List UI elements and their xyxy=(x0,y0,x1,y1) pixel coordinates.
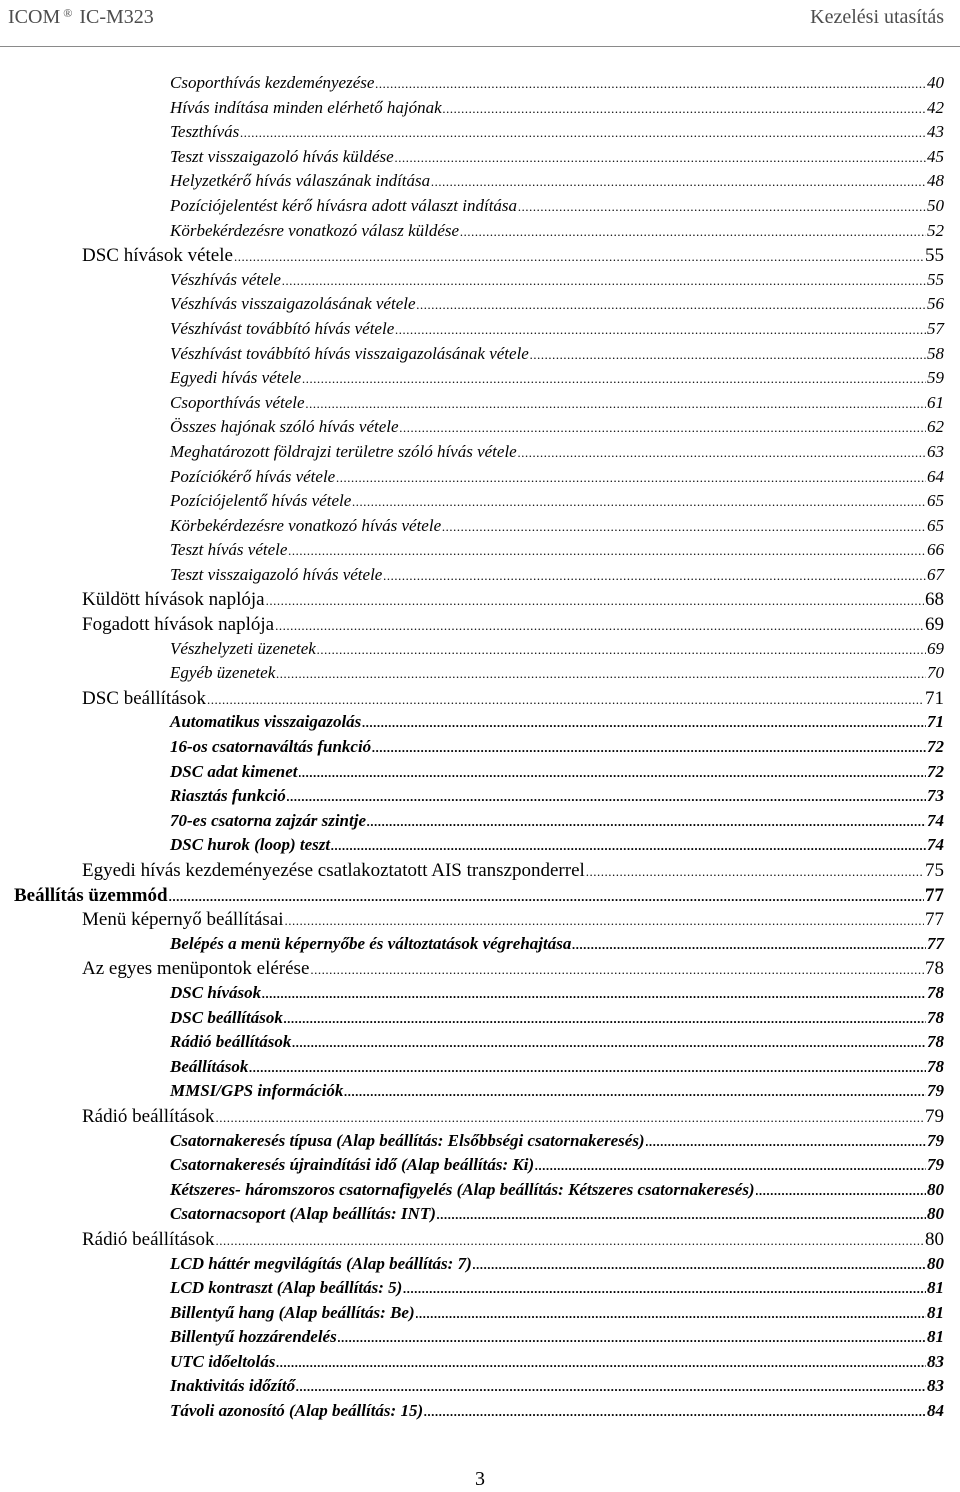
toc-entry-page: 79 xyxy=(927,1155,944,1175)
registered-mark: ® xyxy=(63,6,73,20)
toc-entry-page: 80 xyxy=(927,1253,944,1273)
toc-entry-page: 45 xyxy=(927,146,944,166)
toc-entry-page: 55 xyxy=(927,269,944,289)
toc-entry-page: 78 xyxy=(925,958,944,980)
brand-name: ICOM xyxy=(8,6,61,28)
dot-leader xyxy=(169,889,924,905)
toc-entry-title: Vészhívást továbbító hívás visszaigazolásának vétele xyxy=(170,343,529,363)
toc-entry-title: LCD kontraszt (Alap beállítás: 5) xyxy=(170,1278,403,1298)
toc-entry-page: 74 xyxy=(927,810,944,830)
toc-entry[interactable] xyxy=(0,467,960,492)
document-title: Kezelési utasítás xyxy=(810,6,944,28)
toc-entry-title: Billentyű hozzárendelés xyxy=(170,1327,337,1347)
dot-leader xyxy=(367,814,926,830)
toc-entry-page: 65 xyxy=(927,515,944,535)
toc-entry-title: Rádió beállítások xyxy=(82,1228,215,1250)
toc-entry-title: DSC beállítások xyxy=(82,687,207,709)
toc-entry-title: Körbekérdezésre vonatkozó válasz küldése xyxy=(170,220,460,240)
toc-entry-title: Vészhívás visszaigazolásának vétele xyxy=(170,294,416,314)
toc-entry[interactable] xyxy=(0,688,960,713)
toc-entry-page: 78 xyxy=(927,1032,944,1052)
toc-entry-title: DSC beállítások xyxy=(170,1007,283,1027)
toc-entry-title: Egyedi hívás kezdeményezése csatlakoztatott AIS transzponderrel xyxy=(82,860,585,881)
dot-leader xyxy=(417,297,926,313)
toc-entry[interactable] xyxy=(0,73,960,98)
toc-entry-title: 70-es csatorna zajzár szintje xyxy=(170,810,366,830)
dot-leader xyxy=(400,420,926,436)
toc-entry-page: 69 xyxy=(927,638,944,658)
toc-entry-title: Egyéb üzenetek xyxy=(170,663,276,683)
toc-entry-page: 69 xyxy=(925,614,944,636)
toc-entry-page: 68 xyxy=(925,589,944,611)
dot-leader xyxy=(287,789,926,805)
toc-entry[interactable] xyxy=(0,934,960,959)
toc-entry[interactable] xyxy=(0,294,960,319)
toc-entry-title: Beállítás üzemmód xyxy=(14,884,168,906)
toc-entry-title: UTC időeltolás xyxy=(170,1351,276,1371)
dot-leader xyxy=(372,740,926,756)
toc-entry-title: Csoporthívás kezdeményezése xyxy=(170,73,375,92)
header-divider xyxy=(0,46,960,47)
toc-entry-title: Rádió beállítások xyxy=(82,1105,215,1127)
toc-entry-page: 80 xyxy=(925,1228,944,1250)
toc-entry-title: Meghatározott földrajzi területre szóló hívás vétele xyxy=(170,441,517,461)
dot-leader xyxy=(262,986,926,1002)
toc-entry-title: 16-os csatornaváltás funkció xyxy=(170,737,372,757)
toc-entry-title: Kétszeres- háromszoros csatornafigyelés (Alap beállítás: Kétszeres csatornakeresés) xyxy=(170,1179,755,1199)
toc-entry-page: 70 xyxy=(927,663,944,683)
toc-entry-title: Teszt visszaigazoló hívás küldése xyxy=(170,146,394,166)
toc-entry-title: Teszt visszaigazoló hívás vétele xyxy=(170,564,383,584)
toc-entry[interactable] xyxy=(0,1254,960,1279)
toc-entry-page: 80 xyxy=(927,1179,944,1199)
toc-entry-page: 64 xyxy=(927,466,944,486)
toc-entry-title: Vészhívást továbbító hívás vétele xyxy=(170,318,395,338)
toc-entry[interactable] xyxy=(0,196,960,221)
toc-entry[interactable] xyxy=(0,368,960,393)
toc-entry-page: 77 xyxy=(927,933,944,953)
toc-entry[interactable] xyxy=(0,835,960,860)
toc-entry[interactable] xyxy=(0,393,960,418)
dot-leader xyxy=(375,76,926,92)
dot-leader xyxy=(234,249,924,265)
toc-entry-title: Hívás indítása minden elérhető hajónak xyxy=(170,97,442,117)
toc-entry-title: DSC hívások vétele xyxy=(82,245,233,267)
toc-entry-title: Csatornakeresés típusa (Alap beállítás: Elsőbbségi csatornakeresés) xyxy=(170,1130,645,1150)
toc-entry[interactable] xyxy=(0,245,960,270)
toc-entry[interactable] xyxy=(0,417,960,442)
toc-entry-page: 81 xyxy=(927,1302,944,1322)
toc-entry[interactable] xyxy=(0,762,960,787)
toc-entry[interactable] xyxy=(0,614,960,639)
dot-leader xyxy=(292,1035,926,1051)
toc-entry-title: Csoporthívás vétele xyxy=(170,392,305,412)
toc-entry-page: 78 xyxy=(927,1056,944,1076)
toc-entry-page: 78 xyxy=(927,1007,944,1027)
toc-entry-title: Összes hajónak szóló hívás vétele xyxy=(170,417,399,437)
toc-entry[interactable] xyxy=(0,171,960,196)
toc-entry-page: 77 xyxy=(925,884,944,906)
toc-entry[interactable] xyxy=(0,1327,960,1352)
toc-entry[interactable] xyxy=(0,639,960,664)
toc-entry[interactable] xyxy=(0,1081,960,1106)
toc-entry[interactable] xyxy=(0,1155,960,1180)
toc-entry[interactable] xyxy=(0,1106,960,1131)
toc-entry[interactable] xyxy=(0,1229,960,1254)
toc-entry[interactable] xyxy=(0,1032,960,1057)
dot-leader xyxy=(276,666,926,682)
dot-leader xyxy=(338,1330,926,1346)
dot-leader xyxy=(284,1011,926,1027)
toc-entry-title: Beállítások xyxy=(170,1056,249,1076)
dot-leader xyxy=(460,224,926,240)
dot-leader xyxy=(442,519,926,535)
toc-entry-title: Riasztás funkció xyxy=(170,786,286,806)
dot-leader xyxy=(299,765,926,781)
toc-entry[interactable] xyxy=(0,565,960,590)
toc-entry[interactable] xyxy=(0,663,960,688)
dot-leader xyxy=(530,347,926,363)
toc-entry[interactable] xyxy=(0,786,960,811)
toc-entry-page: 74 xyxy=(927,835,944,855)
toc-entry-page: 58 xyxy=(927,343,944,363)
toc-entry[interactable] xyxy=(0,516,960,541)
toc-entry-page: 79 xyxy=(925,1105,944,1127)
toc-entry-title: Fogadott hívások naplója xyxy=(82,614,275,636)
toc-entry-title: Körbekérdezésre vonatkozó hívás vétele xyxy=(170,515,442,535)
toc-entry-title: Rádió beállítások xyxy=(170,1032,292,1052)
toc-entry-title: Billentyű hang (Alap beállítás: Be) xyxy=(170,1302,415,1322)
toc-entry[interactable] xyxy=(0,1131,960,1156)
dot-leader xyxy=(756,1183,926,1199)
toc-entry-page: 83 xyxy=(927,1376,944,1396)
toc-entry[interactable] xyxy=(0,1352,960,1377)
toc-entry[interactable] xyxy=(0,983,960,1008)
toc-entry[interactable] xyxy=(0,1180,960,1205)
toc-entry-title: Csatornakeresés újraindítási idő (Alap beállítás: Ki) xyxy=(170,1155,535,1175)
toc-entry-title: DSC hurok (loop) teszt xyxy=(170,835,331,855)
toc-entry-page: 71 xyxy=(925,687,944,709)
dot-leader xyxy=(331,838,926,854)
dot-leader xyxy=(249,1060,926,1076)
toc-entry-page: 79 xyxy=(927,1081,944,1101)
toc-entry-page: 59 xyxy=(927,368,944,388)
toc-entry-page: 72 xyxy=(927,737,944,757)
toc-entry[interactable] xyxy=(0,98,960,123)
table-of-contents xyxy=(0,73,960,1426)
dot-leader xyxy=(240,125,926,141)
toc-entry[interactable] xyxy=(0,147,960,172)
dot-leader xyxy=(362,715,926,731)
toc-entry-page: 81 xyxy=(927,1327,944,1347)
dot-leader xyxy=(518,199,926,215)
toc-entry[interactable] xyxy=(0,540,960,565)
dot-leader xyxy=(207,692,924,708)
toc-entry-page: 65 xyxy=(927,491,944,511)
toc-entry-title: DSC hívások xyxy=(170,982,262,1002)
dot-leader xyxy=(424,1404,926,1420)
dot-leader xyxy=(302,371,926,387)
dot-leader xyxy=(344,1084,926,1100)
toc-entry-page: 72 xyxy=(927,761,944,781)
toc-entry[interactable] xyxy=(0,1008,960,1033)
toc-entry-page: 56 xyxy=(927,294,944,314)
dot-leader xyxy=(336,470,926,486)
dot-leader xyxy=(310,962,924,978)
dot-leader xyxy=(403,1281,926,1297)
dot-leader xyxy=(518,445,926,461)
toc-entry[interactable] xyxy=(0,270,960,295)
toc-entry-page: 50 xyxy=(927,195,944,215)
toc-entry-page: 66 xyxy=(927,540,944,560)
toc-entry-title: LCD háttér megvilágítás (Alap beállítás: 7) xyxy=(170,1253,472,1273)
toc-entry-title: Vészhívás vétele xyxy=(170,269,281,289)
toc-entry[interactable] xyxy=(0,1057,960,1082)
toc-entry[interactable] xyxy=(0,319,960,344)
toc-entry-title: MMSI/GPS információk xyxy=(170,1081,344,1101)
toc-entry-title: Csatornacsoport (Alap beállítás: INT) xyxy=(170,1204,436,1224)
toc-entry[interactable] xyxy=(0,1303,960,1328)
toc-entry[interactable] xyxy=(0,737,960,762)
dot-leader xyxy=(282,273,926,289)
toc-entry-title: Távoli azonosító (Alap beállítás: 15) xyxy=(170,1401,424,1421)
model-name: IC-M323 xyxy=(79,6,154,28)
toc-entry-title: Menü képernyő beállításai xyxy=(82,909,284,931)
toc-entry-page: 73 xyxy=(927,786,944,806)
header-brand xyxy=(8,6,154,29)
toc-entry-page: 61 xyxy=(927,392,944,412)
dot-leader xyxy=(285,913,924,929)
toc-entry-page: 43 xyxy=(927,122,944,142)
dot-leader xyxy=(395,150,926,166)
toc-entry-page: 71 xyxy=(927,712,944,732)
dot-leader xyxy=(215,1110,924,1126)
toc-entry[interactable] xyxy=(0,491,960,516)
toc-entry[interactable] xyxy=(0,1401,960,1426)
toc-entry-title: Egyedi hívás vétele xyxy=(170,368,302,388)
toc-entry[interactable] xyxy=(0,712,960,737)
toc-entry-page: 75 xyxy=(925,860,944,881)
dot-leader xyxy=(535,1158,926,1174)
dot-leader xyxy=(306,396,926,412)
toc-entry-page: 79 xyxy=(927,1130,944,1150)
toc-entry-title: Az egyes menüpontok elérése xyxy=(82,958,310,980)
toc-entry-title: Teszt hívás vétele xyxy=(170,540,288,560)
toc-entry-page: 84 xyxy=(927,1401,944,1421)
toc-entry[interactable] xyxy=(0,1376,960,1401)
toc-entry[interactable] xyxy=(0,1204,960,1229)
toc-entry-title: Küldött hívások naplója xyxy=(82,589,265,611)
toc-entry-page: 55 xyxy=(925,245,944,267)
toc-entry-title: Inaktivitás időzítő xyxy=(170,1376,296,1396)
dot-leader xyxy=(215,1233,924,1249)
toc-entry-title: Pozíciókérő hívás vétele xyxy=(170,466,336,486)
dot-leader xyxy=(383,568,926,584)
toc-entry-title: Pozíciójelentést kérő hívásra adott választ indítása xyxy=(170,195,518,215)
toc-entry-title: Belépés a menü képernyőbe és változtatások végrehajtása xyxy=(170,933,572,953)
toc-entry-page: 48 xyxy=(927,171,944,191)
toc-entry[interactable] xyxy=(0,442,960,467)
toc-entry[interactable] xyxy=(0,811,960,836)
toc-entry-page: 80 xyxy=(927,1204,944,1224)
toc-entry-page: 83 xyxy=(927,1351,944,1371)
toc-entry[interactable] xyxy=(0,122,960,147)
toc-entry-page: 42 xyxy=(927,97,944,117)
dot-leader xyxy=(266,593,924,609)
toc-entry[interactable] xyxy=(0,589,960,614)
toc-entry[interactable] xyxy=(0,860,960,885)
toc-entry-title: Automatikus visszaigazolás xyxy=(170,712,362,732)
dot-leader xyxy=(646,1134,926,1150)
toc-entry-title: Pozíciójelentő hívás vétele xyxy=(170,491,352,511)
dot-leader xyxy=(275,618,924,634)
dot-leader xyxy=(296,1379,926,1395)
toc-entry-page: 63 xyxy=(927,441,944,461)
dot-leader xyxy=(572,937,926,953)
dot-leader xyxy=(352,494,926,510)
toc-entry-title: Vészhelyzeti üzenetek xyxy=(170,638,316,658)
toc-entry-page: 57 xyxy=(927,318,944,338)
dot-leader xyxy=(473,1257,926,1273)
toc-entry-page: 78 xyxy=(927,982,944,1002)
page-number: 3 xyxy=(475,1468,485,1490)
toc-entry-page: 67 xyxy=(927,564,944,584)
toc-entry[interactable] xyxy=(0,885,960,910)
toc-entry-page: 77 xyxy=(925,909,944,931)
dot-leader xyxy=(416,1306,926,1322)
toc-entry-title: DSC adat kimenet xyxy=(170,761,298,781)
dot-leader xyxy=(317,642,926,658)
dot-leader xyxy=(288,543,926,559)
dot-leader xyxy=(586,864,924,880)
dot-leader xyxy=(395,322,926,338)
toc-entry-page: 62 xyxy=(927,417,944,437)
toc-entry[interactable] xyxy=(0,1278,960,1303)
toc-entry-title: Teszthívás xyxy=(170,122,240,142)
dot-leader xyxy=(443,101,926,117)
toc-entry[interactable] xyxy=(0,909,960,934)
dot-leader xyxy=(437,1207,926,1223)
toc-entry[interactable] xyxy=(0,221,960,246)
dot-leader xyxy=(276,1355,926,1371)
toc-entry[interactable] xyxy=(0,344,960,369)
toc-entry[interactable] xyxy=(0,958,960,983)
toc-entry-title: Helyzetkérő hívás válaszának indítása xyxy=(170,171,431,191)
toc-entry-page: 81 xyxy=(927,1278,944,1298)
page-header xyxy=(8,2,944,42)
toc-entry-page: 52 xyxy=(927,220,944,240)
toc-entry-page: 40 xyxy=(927,73,944,92)
dot-leader xyxy=(431,174,926,190)
